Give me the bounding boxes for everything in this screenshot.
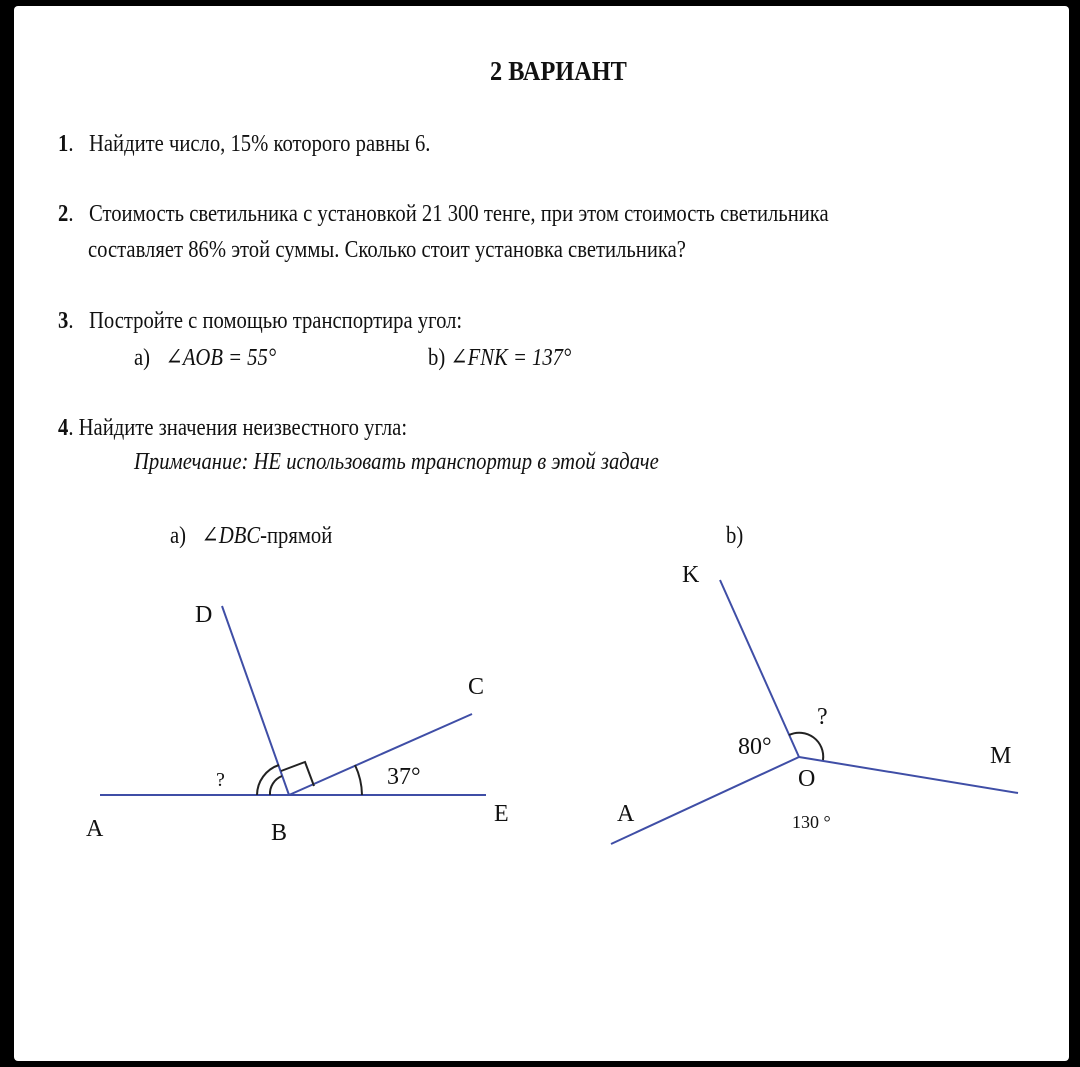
figure-b <box>14 6 1069 1061</box>
figure-a-caption-label: a) <box>170 523 187 549</box>
question-3-part-a-angle: ∠AOB = 55° <box>165 345 277 371</box>
angle-37-label: 37° <box>387 764 421 790</box>
ray-oa <box>611 757 799 844</box>
question-1-number: 1 <box>58 131 69 157</box>
question-2-line-2: составляет 86% этой суммы. Сколько стоит установка светильника? <box>88 237 686 263</box>
unknown-angle-label: ? <box>817 704 828 730</box>
question-4-note: Примечание: НЕ использовать транспортир в этой задаче <box>134 449 659 475</box>
question-3-part-b-label: b) <box>428 345 446 371</box>
point-m-label: M <box>990 743 1012 769</box>
point-a-label: A <box>617 801 635 827</box>
question-4-number: 4 <box>58 415 69 441</box>
question-3-part-a-label: a) <box>134 345 151 371</box>
figure-b-caption: b) <box>726 523 744 549</box>
question-3-number: 3 <box>58 308 69 334</box>
ray-ok <box>720 580 799 757</box>
point-o-label: O <box>798 766 816 792</box>
point-k-label: K <box>682 562 700 588</box>
question-3-text: Постройте с помощью транспортира угол: <box>88 308 463 334</box>
angle-130-label: 130 ° <box>792 812 831 832</box>
question-2-number: 2 <box>58 201 69 227</box>
angle-80-label: 80° <box>738 734 772 760</box>
worksheet-page <box>14 6 1069 1061</box>
question-4: 4. Найдите значения неизвестного угла: <box>58 415 408 441</box>
question-4-text: Найдите значения неизвестного угла: <box>78 415 408 441</box>
unknown-angle-label: ? <box>216 769 225 791</box>
ray-om <box>799 757 1018 793</box>
point-a-label: A <box>86 816 104 842</box>
point-c-label: C <box>468 674 485 700</box>
question-2-line-1: Стоимость светильника с установкой 21 300 тенге, при этом стоимость светильника <box>88 201 829 227</box>
page-title: 2 ВАРИАНТ <box>490 56 627 86</box>
question-2: 2. Стоимость светильника с установкой 21 300 тенге, при этом стоимость светильника <box>58 201 829 227</box>
question-3-part-b-angle: ∠FNK = 137° <box>450 345 572 371</box>
question-1-text: Найдите число, 15% которого равны 6. <box>88 131 431 157</box>
point-d-label: D <box>195 602 213 628</box>
point-e-label: E <box>494 801 509 827</box>
figure-a-caption-suffix: -прямой <box>260 523 333 549</box>
question-1: 1. Найдите число, 15% которого равны 6. <box>58 131 431 157</box>
point-b-label: B <box>271 820 288 846</box>
question-3: 3. Постройте с помощью транспортира угол: <box>58 308 463 334</box>
figure-a-caption-angle: ∠DBC <box>201 523 261 549</box>
